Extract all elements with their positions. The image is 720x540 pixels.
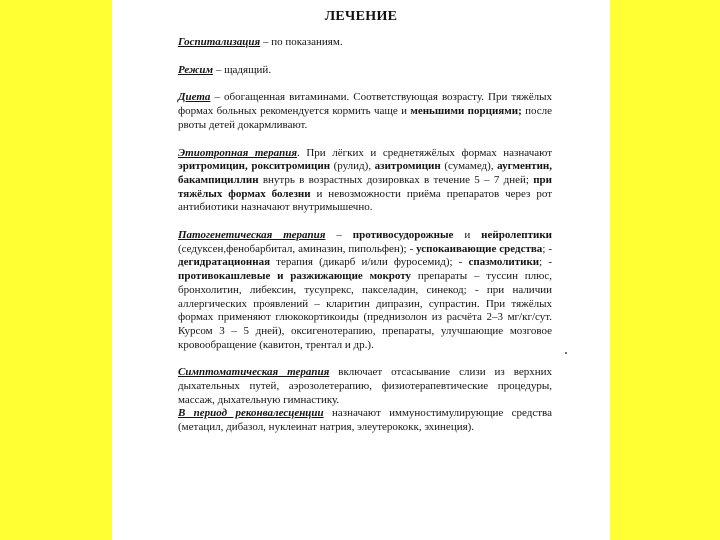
symptomatic-paragraph xyxy=(178,366,552,407)
hospitalization-text: – по показаниям. xyxy=(260,36,343,48)
pathogenetic-text: (седуксен,фенобарбитал, аминазин, пипольфен); - xyxy=(178,242,417,255)
pathogenetic-text: ; - xyxy=(539,256,552,269)
convalescence-heading: В период реконвалесценции xyxy=(178,407,324,420)
pathogenetic-text: терапия (дикарб и/или фуросемид); - xyxy=(270,256,469,269)
diet-heading: Диета xyxy=(178,91,211,104)
hospitalization-heading: Госпитализация xyxy=(178,36,261,48)
etiotropic-drug: азитромицин xyxy=(374,160,441,173)
etiotropic-paragraph xyxy=(178,147,552,216)
document-page xyxy=(112,0,610,540)
pathogenetic-group: противокашлевые и разжижающие мокроту xyxy=(178,270,412,283)
diet-bold: меньшими порциями; xyxy=(410,105,526,118)
convalescence-text: назначают иммуностимулирующие средства (метацил, дибазол, нуклеинат натрия, элеутерококк, эхинеция). xyxy=(178,407,552,434)
diet-text-end: после рвоты детей докармливают. xyxy=(178,105,552,131)
etiotropic-text: и невозможности приёма препаратов через рот антибиотики назначают внутримышечно. xyxy=(178,187,553,214)
symptomatic-text: включает отсасывание слизи из верхних дыхательных путей, аэрозолетерапию, физиотерапевтические процедуры, массаж, дыхательную гимнастику. xyxy=(178,366,552,406)
pathogenetic-paragraph xyxy=(178,229,552,352)
etiotropic-emphasis: при тяжёлых формах болезни xyxy=(178,173,552,200)
pathogenetic-text: и xyxy=(453,229,482,242)
pathogenetic-text: препараты – туссин плюс, бронхолитин, либексин, тусупрекс, пакселадин, синекод; - при наличии аллергических проявлений – кларитин дипразин, супрастин. При тяжёлых формах применяют глюкокортикоиды (преднизолон из расчёта 2–3 мг/кг/сут. Курсом 3 – 5 дней), оксигенотерапию, препараты, улучшающие мозговое кровообращение (кавитон, трентал и др.). xyxy=(178,270,553,351)
scan-speck xyxy=(565,352,567,354)
regime-paragraph xyxy=(178,64,552,78)
etiotropic-text: . При лёгких и среднетяжёлых формах назначают xyxy=(297,146,552,159)
pathogenetic-text: – xyxy=(325,229,353,242)
pathogenetic-text: ; - xyxy=(542,242,552,255)
pathogenetic-group: успокаивающие средства xyxy=(416,242,543,255)
diet-text: – обогащенная витаминами. Соответствующая возрасту. При тяжёлых формах больных рекомендуется кормить чаще и xyxy=(178,91,552,118)
etiotropic-heading: Этиотропная терапия xyxy=(178,146,298,159)
etiotropic-text: (сумамед), xyxy=(440,160,498,173)
pathogenetic-group: дегидратационная xyxy=(178,256,271,269)
etiotropic-drug: эритромицин, рокситромицин xyxy=(178,160,331,173)
regime-text: – щадящий. xyxy=(213,63,272,76)
etiotropic-text: внутрь в возрастных дозировках в течение 5 – 7 дней; xyxy=(258,173,534,186)
regime-heading: Режим xyxy=(178,63,214,76)
document-body xyxy=(178,36,552,435)
hospitalization-paragraph xyxy=(178,36,552,50)
pathogenetic-group: спазмолитики xyxy=(468,256,540,269)
pathogenetic-group: противосудорожные xyxy=(352,229,454,242)
pathogenetic-group: нейролептики xyxy=(481,229,552,242)
etiotropic-drug: аугментин, бакампициллин xyxy=(178,160,553,186)
pathogenetic-heading: Патогенетическая терапия xyxy=(178,229,326,242)
diet-paragraph xyxy=(178,91,552,132)
page-title: ЛЕЧЕНИЕ xyxy=(324,9,398,24)
etiotropic-text: (рулид), xyxy=(330,160,375,173)
symptomatic-heading: Симптоматическая терапия xyxy=(178,366,330,379)
convalescence-paragraph xyxy=(178,407,552,434)
